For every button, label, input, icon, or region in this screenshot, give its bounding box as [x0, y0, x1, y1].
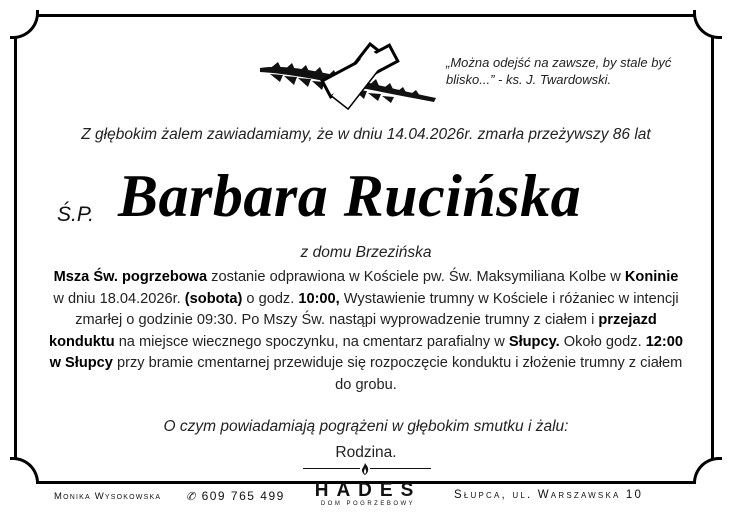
contact-name: Monika Wysokowska — [54, 491, 162, 502]
weekday: (sobota) — [184, 290, 243, 307]
cross-with-palm-icon — [258, 38, 438, 114]
intro-text: Z głębokim żalem zawiadamiamy, że w dniu 14.04.2026r. zmarła przeżywszy 86 lat — [81, 126, 651, 143]
maiden-name: z domu Brzezińska — [300, 244, 432, 261]
details-part: na miejsce wiecznego spoczynku, na cmentarz parafialny w — [114, 333, 509, 350]
company-logo: HADES — [314, 480, 422, 501]
family-signature: Rodzina. — [335, 444, 397, 461]
mass-time: 10:00, — [298, 290, 340, 307]
details-part: Wystawienie trumny w Kościele i różaniec w intencji zmarłej o godzinie 09:30. Po Mszy Św. nastąpi wyprowadzenie trumny z ciałem i — [75, 290, 679, 329]
company-address: Słupca, ul. Warszawska 10 — [454, 489, 644, 501]
inform-text: O czym powiadamiają pogrążeni w głębokim smutku i żalu: — [163, 418, 569, 435]
procession-label: przejazd konduktu — [48, 312, 657, 350]
details-part: Około godz. — [559, 333, 646, 350]
details-part: w dniu 18.04.2026r. — [53, 290, 185, 307]
funeral-details — [48, 267, 684, 397]
details-part: przy bramie cmentarnej przewiduje się rozpoczęcie konduktu i złożenie trumny z ciałem do grobu. — [112, 355, 683, 393]
details-part: o godz. — [242, 290, 299, 307]
phone-icon: ✆ — [186, 491, 197, 503]
cemetery-city: Słupcy. — [508, 333, 560, 350]
flame-icon — [360, 462, 370, 476]
honorific: Ś.P. — [57, 203, 94, 226]
phone-text: 609 765 499 — [201, 489, 285, 503]
cemetery-time: 12:00 w Słupcy — [49, 333, 684, 372]
phone-number — [186, 489, 285, 503]
city-name: Koninie — [624, 269, 679, 285]
company-subtitle: DOM POGRZEBOWY — [320, 501, 416, 507]
mass-label: Msza Św. pogrzebowa — [53, 269, 208, 285]
quote-text: „Można odejść na zawsze, by stale być blisko...” - ks. J. Twardowski. — [446, 55, 672, 87]
details-part: zostanie odprawiona w Kościele pw. Św. Maksymiliana Kolbe w — [207, 269, 625, 285]
deceased-name: Barbara Rucińska — [118, 163, 582, 229]
